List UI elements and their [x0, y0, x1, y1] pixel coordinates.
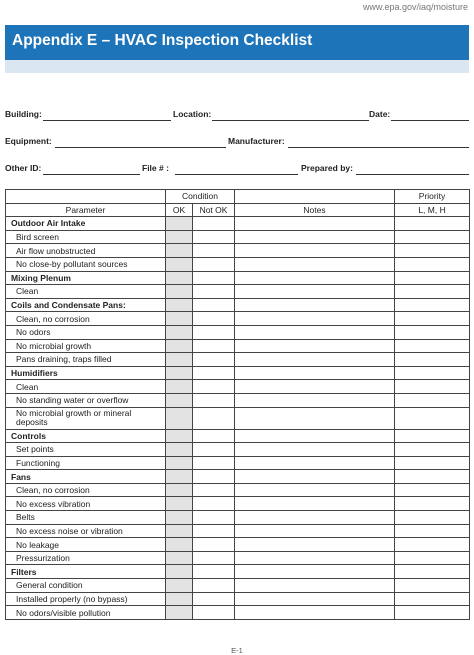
ok-cell[interactable]: [166, 429, 193, 443]
notes-cell[interactable]: [235, 257, 395, 271]
lmh-header: L, M, H: [395, 203, 470, 217]
notes-cell[interactable]: [235, 511, 395, 525]
header-blank-notes: [235, 190, 395, 204]
manufacturer-field[interactable]: [288, 147, 469, 148]
section-row: [6, 470, 470, 484]
priority-cell[interactable]: [395, 393, 470, 407]
notes-cell[interactable]: [235, 393, 395, 407]
notes-cell[interactable]: [235, 538, 395, 552]
ok-cell[interactable]: [166, 483, 193, 497]
not-ok-cell[interactable]: [193, 325, 235, 339]
parameter-label: Set points: [6, 443, 166, 457]
parameter-label: Installed properly (no bypass): [6, 592, 166, 606]
parameter-label: No excess vibration: [6, 497, 166, 511]
priority-cell[interactable]: [395, 366, 470, 380]
not-ok-cell[interactable]: [193, 524, 235, 538]
parameter-label: No microbial growth: [6, 339, 166, 353]
location-field[interactable]: [212, 120, 369, 121]
checklist-row: [6, 524, 470, 538]
notes-cell[interactable]: [235, 407, 395, 429]
notes-cell[interactable]: [235, 285, 395, 299]
condition-header: Condition: [166, 190, 235, 204]
not-ok-cell[interactable]: [193, 483, 235, 497]
checklist-body: [6, 217, 470, 620]
section-row: [6, 366, 470, 380]
checklist-row: [6, 339, 470, 353]
priority-cell[interactable]: [395, 325, 470, 339]
ok-cell[interactable]: [166, 538, 193, 552]
parameter-label: Air flow unobstructed: [6, 244, 166, 258]
ok-cell[interactable]: [166, 285, 193, 299]
checklist-table: [5, 189, 470, 620]
ok-cell[interactable]: [166, 244, 193, 258]
priority-cell[interactable]: [395, 497, 470, 511]
prepared-by-field[interactable]: [356, 174, 469, 175]
ok-cell[interactable]: [166, 443, 193, 457]
priority-cell[interactable]: [395, 456, 470, 470]
not-ok-cell[interactable]: [193, 551, 235, 565]
not-ok-cell[interactable]: [193, 339, 235, 353]
section-label: Humidifiers: [6, 366, 166, 380]
parameter-label: Clean: [6, 380, 166, 394]
title-band: [5, 60, 469, 73]
parameter-label: No excess noise or vibration: [6, 524, 166, 538]
not-ok-cell[interactable]: [193, 285, 235, 299]
priority-cell[interactable]: [395, 244, 470, 258]
notes-cell[interactable]: [235, 551, 395, 565]
notes-cell[interactable]: [235, 366, 395, 380]
not-ok-cell[interactable]: [193, 393, 235, 407]
ok-cell[interactable]: [166, 230, 193, 244]
not-ok-cell[interactable]: [193, 592, 235, 606]
location-label: Location:: [173, 109, 212, 119]
priority-cell[interactable]: [395, 551, 470, 565]
checklist-row: [6, 579, 470, 593]
notes-cell[interactable]: [235, 325, 395, 339]
checklist-row: [6, 353, 470, 367]
other-id-field[interactable]: [43, 174, 140, 175]
not-ok-cell[interactable]: [193, 456, 235, 470]
priority-cell[interactable]: [395, 592, 470, 606]
checklist-row: [6, 407, 470, 429]
priority-cell[interactable]: [395, 524, 470, 538]
notes-cell[interactable]: [235, 579, 395, 593]
checklist-row: [6, 592, 470, 606]
checklist-row: [6, 244, 470, 258]
header-blank-left: [6, 190, 166, 204]
not-ok-cell[interactable]: [193, 257, 235, 271]
parameter-header: Parameter: [6, 203, 166, 217]
notes-cell[interactable]: [235, 565, 395, 579]
section-row: [6, 217, 470, 231]
notes-header: Notes: [235, 203, 395, 217]
priority-cell[interactable]: [395, 285, 470, 299]
priority-cell[interactable]: [395, 511, 470, 525]
field-row-equipment: [5, 135, 469, 149]
ok-cell[interactable]: [166, 511, 193, 525]
priority-cell[interactable]: [395, 312, 470, 326]
ok-cell[interactable]: [166, 579, 193, 593]
section-label: Mixing Plenum: [6, 271, 166, 285]
section-label: Fans: [6, 470, 166, 484]
checklist-row: [6, 380, 470, 394]
manufacturer-label: Manufacturer:: [228, 136, 285, 146]
ok-cell[interactable]: [166, 393, 193, 407]
page-title: Appendix E – HVAC Inspection Checklist: [12, 32, 313, 49]
parameter-label: Belts: [6, 511, 166, 525]
section-row: [6, 271, 470, 285]
notes-cell[interactable]: [235, 217, 395, 231]
not-ok-cell[interactable]: [193, 217, 235, 231]
priority-cell[interactable]: [395, 606, 470, 620]
field-row-other-id: [5, 162, 469, 176]
parameter-label: No standing water or overflow: [6, 393, 166, 407]
not-ok-cell[interactable]: [193, 429, 235, 443]
priority-cell[interactable]: [395, 230, 470, 244]
priority-cell[interactable]: [395, 565, 470, 579]
ok-cell[interactable]: [166, 353, 193, 367]
notes-cell[interactable]: [235, 592, 395, 606]
not-ok-cell[interactable]: [193, 470, 235, 484]
parameter-label: Clean, no corrosion: [6, 483, 166, 497]
notes-cell[interactable]: [235, 483, 395, 497]
ok-cell[interactable]: [166, 298, 193, 312]
ok-cell[interactable]: [166, 407, 193, 429]
priority-cell[interactable]: [395, 538, 470, 552]
checklist-row: [6, 312, 470, 326]
ok-cell[interactable]: [166, 456, 193, 470]
notes-cell[interactable]: [235, 606, 395, 620]
parameter-label: Pans draining, traps filled: [6, 353, 166, 367]
not-ok-cell[interactable]: [193, 366, 235, 380]
notes-cell[interactable]: [235, 339, 395, 353]
ok-cell[interactable]: [166, 339, 193, 353]
section-row: [6, 429, 470, 443]
parameter-label: No odors: [6, 325, 166, 339]
not-ok-cell[interactable]: [193, 271, 235, 285]
checklist-row: [6, 551, 470, 565]
priority-cell[interactable]: [395, 443, 470, 457]
not-ok-cell[interactable]: [193, 565, 235, 579]
not-ok-cell[interactable]: [193, 244, 235, 258]
not-ok-cell[interactable]: [193, 353, 235, 367]
page-number: E-1: [231, 646, 243, 655]
ok-cell[interactable]: [166, 592, 193, 606]
notes-cell[interactable]: [235, 244, 395, 258]
notes-cell[interactable]: [235, 230, 395, 244]
ok-cell[interactable]: [166, 565, 193, 579]
notes-cell[interactable]: [235, 380, 395, 394]
checklist-row: [6, 483, 470, 497]
priority-cell[interactable]: [395, 271, 470, 285]
checklist-table-wrap: [5, 189, 469, 620]
not-ok-cell[interactable]: [193, 511, 235, 525]
checklist-row: [6, 538, 470, 552]
parameter-label: No odors/visible pollution: [6, 606, 166, 620]
field-row-building: [5, 108, 469, 122]
ok-cell[interactable]: [166, 217, 193, 231]
building-field[interactable]: [43, 120, 171, 121]
ok-header: OK: [166, 203, 193, 217]
priority-header: Priority: [395, 190, 470, 204]
date-label: Date:: [369, 109, 391, 119]
priority-cell[interactable]: [395, 339, 470, 353]
parameter-label: No leakage: [6, 538, 166, 552]
notes-cell[interactable]: [235, 429, 395, 443]
not-ok-cell[interactable]: [193, 230, 235, 244]
not-ok-cell[interactable]: [193, 579, 235, 593]
checklist-row: [6, 257, 470, 271]
notes-cell[interactable]: [235, 312, 395, 326]
prepared-by-label: Prepared by:: [301, 163, 353, 173]
notes-cell[interactable]: [235, 271, 395, 285]
not-ok-header: Not OK: [193, 203, 235, 217]
ok-cell[interactable]: [166, 366, 193, 380]
parameter-label: No close-by pollutant sources: [6, 257, 166, 271]
ok-cell[interactable]: [166, 380, 193, 394]
priority-cell[interactable]: [395, 429, 470, 443]
parameter-label: Bird screen: [6, 230, 166, 244]
building-label: Building:: [5, 109, 42, 119]
notes-cell[interactable]: [235, 497, 395, 511]
parameter-label: Clean: [6, 285, 166, 299]
equipment-field[interactable]: [55, 147, 226, 148]
not-ok-cell[interactable]: [193, 407, 235, 429]
ok-cell[interactable]: [166, 524, 193, 538]
parameter-label: Functioning: [6, 456, 166, 470]
priority-cell[interactable]: [395, 483, 470, 497]
parameter-label: Pressurization: [6, 551, 166, 565]
other-id-label: Other ID:: [5, 163, 42, 173]
checklist-row: [6, 606, 470, 620]
parameter-label: General condition: [6, 579, 166, 593]
ok-cell[interactable]: [166, 257, 193, 271]
ok-cell[interactable]: [166, 271, 193, 285]
file-label: File # :: [142, 163, 169, 173]
section-label: Filters: [6, 565, 166, 579]
notes-cell[interactable]: [235, 524, 395, 538]
not-ok-cell[interactable]: [193, 298, 235, 312]
section-row: [6, 565, 470, 579]
section-row: [6, 298, 470, 312]
checklist-row: [6, 497, 470, 511]
parameter-label: Clean, no corrosion: [6, 312, 166, 326]
notes-cell[interactable]: [235, 456, 395, 470]
ok-cell[interactable]: [166, 551, 193, 565]
priority-cell[interactable]: [395, 579, 470, 593]
notes-cell[interactable]: [235, 353, 395, 367]
not-ok-cell[interactable]: [193, 606, 235, 620]
file-field[interactable]: [175, 174, 298, 175]
source-url: www.epa.gov/iaq/moisture: [362, 2, 468, 12]
parameter-label: No microbial growth or mineral deposits: [6, 407, 166, 429]
not-ok-cell[interactable]: [193, 312, 235, 326]
ok-cell[interactable]: [166, 470, 193, 484]
date-field[interactable]: [391, 120, 469, 121]
equipment-label: Equipment:: [5, 136, 52, 146]
section-label: Controls: [6, 429, 166, 443]
ok-cell[interactable]: [166, 312, 193, 326]
priority-cell[interactable]: [395, 298, 470, 312]
notes-cell[interactable]: [235, 443, 395, 457]
header-row-top: [6, 190, 470, 204]
notes-cell[interactable]: [235, 298, 395, 312]
checklist-row: [6, 456, 470, 470]
ok-cell[interactable]: [166, 606, 193, 620]
title-bar: [5, 25, 469, 60]
header-row-columns: [6, 203, 470, 217]
ok-cell[interactable]: [166, 497, 193, 511]
priority-cell[interactable]: [395, 407, 470, 429]
not-ok-cell[interactable]: [193, 443, 235, 457]
checklist-row: [6, 285, 470, 299]
priority-cell[interactable]: [395, 353, 470, 367]
priority-cell[interactable]: [395, 257, 470, 271]
section-label: Coils and Condensate Pans:: [6, 298, 166, 312]
notes-cell[interactable]: [235, 470, 395, 484]
checklist-row: [6, 393, 470, 407]
section-label: Outdoor Air Intake: [6, 217, 166, 231]
not-ok-cell[interactable]: [193, 538, 235, 552]
priority-cell[interactable]: [395, 470, 470, 484]
not-ok-cell[interactable]: [193, 497, 235, 511]
not-ok-cell[interactable]: [193, 380, 235, 394]
checklist-row: [6, 325, 470, 339]
checklist-row: [6, 511, 470, 525]
priority-cell[interactable]: [395, 217, 470, 231]
priority-cell[interactable]: [395, 380, 470, 394]
ok-cell[interactable]: [166, 325, 193, 339]
checklist-row: [6, 230, 470, 244]
checklist-row: [6, 443, 470, 457]
